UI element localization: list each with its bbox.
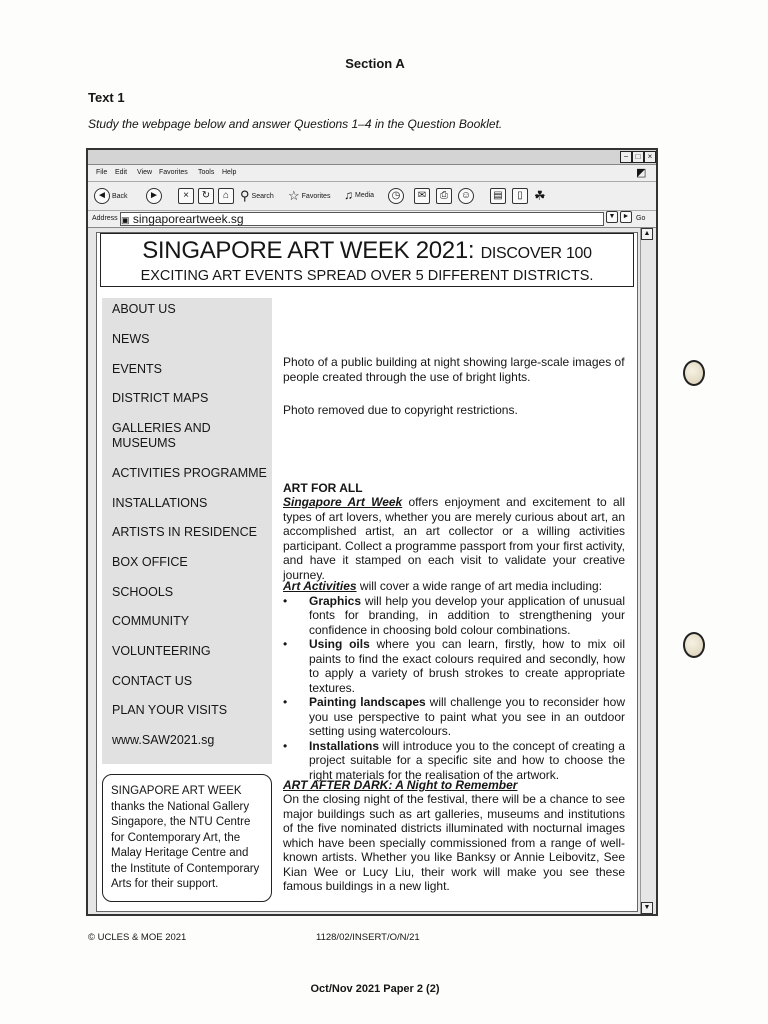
- nav-community[interactable]: COMMUNITY: [112, 614, 190, 628]
- web-content: [96, 232, 638, 912]
- back-button[interactable]: ◄ Back: [94, 188, 128, 204]
- nav-schools[interactable]: SCHOOLS: [112, 585, 174, 599]
- side-navigation: [102, 298, 272, 764]
- edit-icon: ▤: [490, 188, 506, 204]
- media-icon: ♫: [344, 188, 353, 202]
- mail-button[interactable]: [414, 188, 430, 204]
- menu-view[interactable]: View: [137, 169, 153, 176]
- nav-activities-programme[interactable]: ACTIVITIES PROGRAMME: [112, 466, 267, 480]
- binder-hole: [683, 632, 705, 658]
- toolbar: [88, 182, 656, 211]
- art-for-all-heading: ART FOR ALL: [283, 481, 363, 495]
- nav-volunteering[interactable]: VOLUNTEERING: [112, 644, 211, 658]
- nav-about-us[interactable]: ABOUT US: [112, 302, 176, 316]
- list-item: • Painting landscapes will challenge you to reconsider how you use perspective to paint what you see in an outdoor setting using watercolours.: [283, 695, 625, 739]
- nav-box-office[interactable]: BOX OFFICE: [112, 555, 188, 569]
- menu-file[interactable]: File: [96, 169, 108, 176]
- menu-bar: [88, 165, 656, 182]
- back-arrow-icon: ◄: [94, 188, 110, 204]
- nav-website-link[interactable]: www.SAW2021.sg: [112, 733, 215, 747]
- address-label: Address: [92, 215, 118, 222]
- nav-contact-us[interactable]: CONTACT US: [112, 674, 193, 688]
- mail-icon: ✉: [414, 188, 430, 204]
- history-button[interactable]: [388, 188, 404, 204]
- print-button[interactable]: [436, 188, 452, 204]
- address-bar: [88, 211, 656, 228]
- art-for-all-paragraph: Singapore Art Week offers enjoyment and excitement to all types of art lovers, whether you are merely curious about art, an accomplished artist, an art collector or a willing activities participant. Collect a programme passport from your first activity, and have it stamped on each visit to validate your creative journey.: [283, 495, 625, 582]
- instruction: Study the webpage below and answer Questions 1–4 in the Question Booklet.: [88, 117, 503, 131]
- nav-galleries-and-museums[interactable]: GALLERIES AND MUSEUMS: [112, 421, 211, 450]
- art-after-dark-paragraph: On the closing night of the festival, there will be a chance to see major buildings such as art galleries, museums and institutions of the five nominated districts illuminated with nocturnal images which have been specially commissioned from a range of well-known artists. Whether you like Banksy or Annie Leibovitz, See Kian Wee or Lucy Liu, their work will make you see these famous buildings in a new light.: [283, 792, 625, 893]
- title-bar: [88, 150, 656, 165]
- stop-icon: ×: [178, 188, 194, 204]
- sponsor-thanks-box: SINGAPORE ART WEEK thanks the National Gallery Singapore, the NTU Centre for Contemporary Art, the Malay Heritage Centre and the Institute of Contemporary Arts for their support.: [102, 774, 272, 902]
- list-item: • Using oils where you can learn, firstly, how to mix oil paints to find the exact colours required and secondly, how to apply a variety of brush strokes to create appropriate textures.: [283, 637, 625, 695]
- windows-logo-icon: ◩: [636, 167, 647, 179]
- refresh-icon: ↻: [198, 188, 214, 204]
- page-icon: ▣: [121, 215, 130, 225]
- text-label: Text 1: [88, 90, 125, 105]
- list-item: • Installations will introduce you to the concept of creating a project suitable for a specific site and how to choose the right materials for the realisation of the artwork.: [283, 739, 625, 783]
- star-icon: ☆: [288, 188, 300, 203]
- binder-hole: [683, 360, 705, 386]
- nav-events[interactable]: EVENTS: [112, 362, 163, 376]
- favorites-button[interactable]: ☆ Favorites: [288, 188, 331, 203]
- discuss-button[interactable]: [512, 188, 528, 204]
- banner-subtitle: DISCOVER 100: [480, 245, 592, 262]
- search-button[interactable]: ⚲ Search: [240, 188, 274, 203]
- home-button[interactable]: [218, 188, 234, 204]
- close-icon[interactable]: ×: [644, 151, 656, 163]
- nav-news[interactable]: NEWS: [112, 332, 150, 346]
- home-icon: ⌂: [218, 188, 234, 204]
- saw-link[interactable]: Singapore Art Week: [283, 495, 403, 509]
- messenger-button[interactable]: [458, 188, 474, 204]
- vertical-scrollbar[interactable]: [640, 228, 653, 914]
- nav-district-maps[interactable]: DISTRICT MAPS: [112, 391, 209, 405]
- people-icon: ☘: [534, 188, 546, 203]
- scroll-up-icon[interactable]: ▲: [641, 228, 653, 240]
- search-icon: ⚲: [240, 188, 250, 203]
- art-activities-intro: Art Activities will cover a wide range of art media including:: [283, 579, 603, 593]
- photo-caption: Photo of a public building at night showing large-scale images of people created through the use of bright lights.: [283, 355, 625, 384]
- url-text: singaporeartweek.sg: [132, 212, 244, 226]
- history-icon: ◷: [388, 188, 404, 204]
- forward-button[interactable]: [146, 188, 162, 204]
- discuss-icon: ▯: [512, 188, 528, 204]
- paper-label: Oct/Nov 2021 Paper 2 (2): [310, 983, 440, 995]
- minimize-icon[interactable]: −: [620, 151, 632, 163]
- activities-list: [283, 594, 625, 783]
- list-item: • Graphics will help you develop your application of unusual fonts for branding, in addition to strengthening your confidence in choosing bold colour combinations.: [283, 594, 625, 638]
- scroll-down-icon[interactable]: ▼: [641, 902, 653, 914]
- maximize-icon[interactable]: □: [632, 151, 644, 163]
- banner-tagline: EXCITING ART EVENTS SPREAD OVER 5 DIFFERENT DISTRICTS.: [140, 268, 594, 284]
- menu-tools[interactable]: Tools: [198, 169, 215, 176]
- go-label[interactable]: Go: [636, 215, 646, 222]
- research-button[interactable]: [534, 188, 546, 204]
- media-button[interactable]: ♫ Media: [344, 188, 375, 202]
- print-icon: ⎙: [436, 188, 452, 204]
- forward-arrow-icon: ►: [146, 188, 162, 204]
- address-dropdown-icon[interactable]: ▼: [606, 211, 618, 223]
- nav-plan-your-visits[interactable]: PLAN YOUR VISITS: [112, 703, 228, 717]
- art-activities-section: [283, 579, 625, 782]
- menu-help[interactable]: Help: [222, 169, 237, 176]
- go-arrow-icon[interactable]: ►: [620, 211, 632, 223]
- edit-button[interactable]: [490, 188, 506, 204]
- art-after-dark-heading[interactable]: ART AFTER DARK: A Night to Remember: [283, 778, 518, 792]
- page-banner: [100, 233, 634, 287]
- refresh-button[interactable]: [198, 188, 214, 204]
- document-code: 1128/02/INSERT/O/N/21: [316, 932, 420, 943]
- nav-installations[interactable]: INSTALLATIONS: [112, 496, 208, 510]
- nav-artists-in-residence[interactable]: ARTISTS IN RESIDENCE: [112, 525, 257, 539]
- banner-title: SINGAPORE ART WEEK 2021:: [142, 237, 475, 264]
- menu-edit[interactable]: Edit: [115, 169, 128, 176]
- copyright-notice: © UCLES & MOE 2021: [88, 932, 187, 943]
- stop-button[interactable]: [178, 188, 194, 204]
- menu-favorites[interactable]: Favorites: [159, 169, 188, 176]
- art-activities-link[interactable]: Art Activities: [283, 579, 357, 593]
- address-input[interactable]: [120, 212, 604, 226]
- photo-removed-note: Photo removed due to copyright restrictions.: [283, 403, 518, 417]
- messenger-icon: ☺: [458, 188, 474, 204]
- section-title: Section A: [345, 56, 405, 71]
- browser-window: [86, 148, 658, 916]
